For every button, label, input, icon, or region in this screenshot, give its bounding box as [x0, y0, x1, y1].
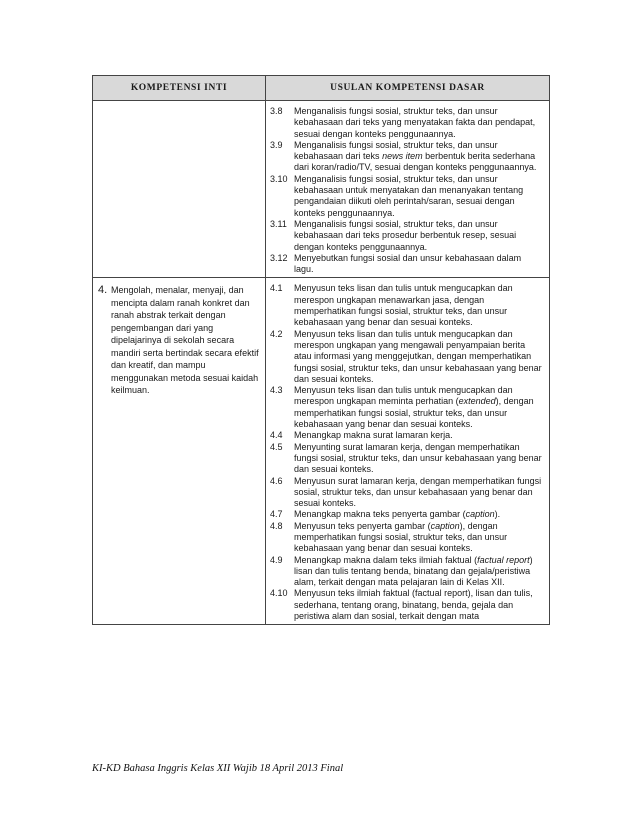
kd-text-italic: factual report: [477, 554, 530, 565]
kd-text-italic: news item: [382, 151, 423, 162]
kd-text: [294, 385, 543, 430]
kd-number: 3.8: [270, 106, 283, 116]
kd-number: 3.10: [270, 173, 288, 184]
kd-text-segment: Menyusun teks penyerta gambar (: [294, 520, 431, 531]
kd-text-segment: Menangkap makna surat lamaran kerja.: [294, 430, 453, 441]
list-item: [270, 430, 543, 441]
list-item: [270, 253, 543, 276]
kd-text-segment: Menyusun teks lisan dan tulis untuk mengucapkan dan merespon ungkapan meminta perhatian (: [294, 385, 513, 407]
kd-text-segment: Menyunting surat lamaran kerja, dengan memperhatikan fungsi sosial, struktur teks, dan unsur kebahasaan yang benar dan sesuai konteks.: [294, 441, 542, 475]
kd-number: 4.1: [270, 283, 283, 294]
kd-text-segment: Menyebutkan fungsi sosial dan unsur kebahasaan dalam lagu.: [294, 252, 522, 275]
header-usulan-kompetensi-dasar: USULAN KOMPETENSI DASAR: [266, 76, 550, 101]
kd-text: [294, 430, 543, 441]
kd-text: [294, 253, 543, 276]
kd-list: [266, 278, 549, 624]
list-item: [270, 174, 543, 219]
kd-text-segment: Menganalisis fungsi sosial, struktur teks, dan unsur kebahasaan dari teks: [294, 139, 498, 162]
page-footer: KI-KD Bahasa Inggris Kelas XII Wajib 18 April 2013 Final: [92, 763, 344, 774]
kd-text-segment: Menganalisis fungsi sosial, struktur teks, dan unsur kebahasaan dari teks prosedur berbentuk resep, sesuai dengan konteks penggunaannya.: [294, 218, 517, 252]
kd-number: 4.7: [270, 509, 283, 520]
kd-text: [294, 174, 543, 219]
kd-text-segment: Menyusun teks ilmiah faktual (factual report), lisan dan tulis, sederhana, tentang orang, binatang, benda, gejala dan peristiwa alam dan sosial, terkait dengan mata: [294, 588, 533, 622]
kd-number: 4.3: [270, 385, 283, 396]
kd-text-segment: Menangkap makna dalam teks ilmiah faktual (: [294, 554, 478, 565]
ki-cell-empty: [93, 101, 266, 278]
kd-number: 4.10: [270, 588, 288, 599]
kd-text: [294, 106, 543, 140]
competency-table: [92, 75, 550, 625]
kd-text: [294, 555, 543, 589]
list-item: [270, 385, 543, 430]
kd-text: [294, 283, 543, 328]
kd-text-segment: ).: [494, 509, 501, 520]
kd-text: [294, 140, 543, 174]
kd-number: 4.9: [270, 554, 283, 565]
table-row: [93, 278, 550, 625]
kd-text-segment: Menangkap makna teks penyerta gambar (: [294, 509, 466, 520]
kd-number: 3.9: [270, 139, 283, 150]
kd-list: [266, 101, 549, 277]
list-item: [270, 283, 543, 328]
kd-cell: [266, 101, 550, 278]
kd-text: [294, 442, 543, 476]
list-item: [270, 588, 543, 622]
ki-cell: [93, 278, 266, 625]
list-item: [270, 442, 543, 476]
kd-cell: [266, 278, 550, 625]
kd-text: [294, 476, 543, 510]
kd-text: [294, 219, 543, 253]
ki-item: [93, 278, 265, 397]
kd-number: 3.12: [270, 252, 288, 263]
kd-text-italic: caption: [465, 509, 495, 520]
list-item: [270, 140, 543, 174]
kd-text: [294, 329, 543, 385]
kd-number: 4.2: [270, 328, 283, 339]
kd-text-italic: caption: [430, 520, 460, 531]
kd-text-segment: Menganalisis fungsi sosial, struktur teks, dan unsur kebahasaan untuk menyatakan dan menanyakan tentang pengandaian diikuti oleh perintah/saran, sesuai dengan konteks penggunaannya.: [294, 173, 524, 218]
list-item: [270, 476, 543, 510]
list-item: [270, 329, 543, 385]
kd-text-italic: extended: [458, 396, 496, 407]
ki-number: 4.: [98, 284, 108, 297]
list-item: [270, 509, 543, 520]
ki-text: Mengolah, menalar, menyaji, dan mencipta dalam ranah konkret dan ranah abstrak terkait dengan pengembangan dari yang dipelajarinya di sekolah secara mandiri serta bertindak secara efektif dan kreatif, dan mampu menggunakan metoda sesuai kaidah keilmuan.: [111, 285, 259, 396]
list-item: [270, 555, 543, 589]
kd-text-segment: Menyusun teks lisan dan tulis untuk mengucapkan dan merespon ungkapan yang mengawali penyampaian berita atau informasi yang menggejutkan, dengan memperhatikan fungsi sosial, struktur teks, dan unsur kebahasaan yang benar dan sesuai konteks.: [294, 328, 542, 384]
kd-text-segment: Menyusun teks lisan dan tulis untuk mengucapkan dan merespon ungkapan menawarkan jasa, dengan memperhatikan fungsi sosial, struktur teks, dan unsur kebahasaan yang benar dan sesuai konteks.: [294, 283, 513, 328]
kd-text-segment: ) lisan dan tulis tentang benda, binatang dan gejala/peristiwa alam, terkait dengan mata pelajaran lain di Kelas XII.: [294, 554, 533, 588]
kd-text-segment: Menganalisis fungsi sosial, struktur teks, dan unsur kebahasaan dari teks yang menyatakan fakta dan pendapat, sesuai dengan konteks penggunaannya.: [294, 106, 536, 139]
kd-text: [294, 521, 543, 555]
kd-text-segment: Menyusun surat lamaran kerja, dengan memperhatikan fungsi sosial, struktur teks, dan unsur kebahasaan yang benar dan sesuai konteks.: [294, 475, 542, 509]
kd-number: 4.4: [270, 430, 283, 441]
list-item: [270, 106, 543, 140]
kd-text: [294, 588, 543, 622]
kd-text: [294, 509, 543, 520]
kd-number: 4.8: [270, 520, 283, 531]
kd-number: 4.6: [270, 475, 283, 486]
kd-number: 4.5: [270, 441, 283, 452]
table-row: [93, 101, 550, 278]
kd-text-segment: ), dengan memperhatikan fungsi sosial, struktur teks, dan unsur kebahasaan yang benar dan sesuai konteks.: [294, 520, 508, 554]
kd-text-segment: berbentuk berita sederhana dari koran/radio/TV, sesuai dengan konteks penggunaannya.: [294, 151, 537, 173]
kd-text-segment: ), dengan memperhatikan fungsi sosial, struktur teks, dan unsur kebahasaan yang benar dan sesuai konteks.: [294, 396, 534, 430]
header-kompetensi-inti: KOMPETENSI INTI: [93, 76, 266, 101]
list-item: [270, 521, 543, 555]
list-item: [270, 219, 543, 253]
kd-number: 3.11: [270, 218, 287, 229]
table-header-row: [93, 76, 550, 101]
